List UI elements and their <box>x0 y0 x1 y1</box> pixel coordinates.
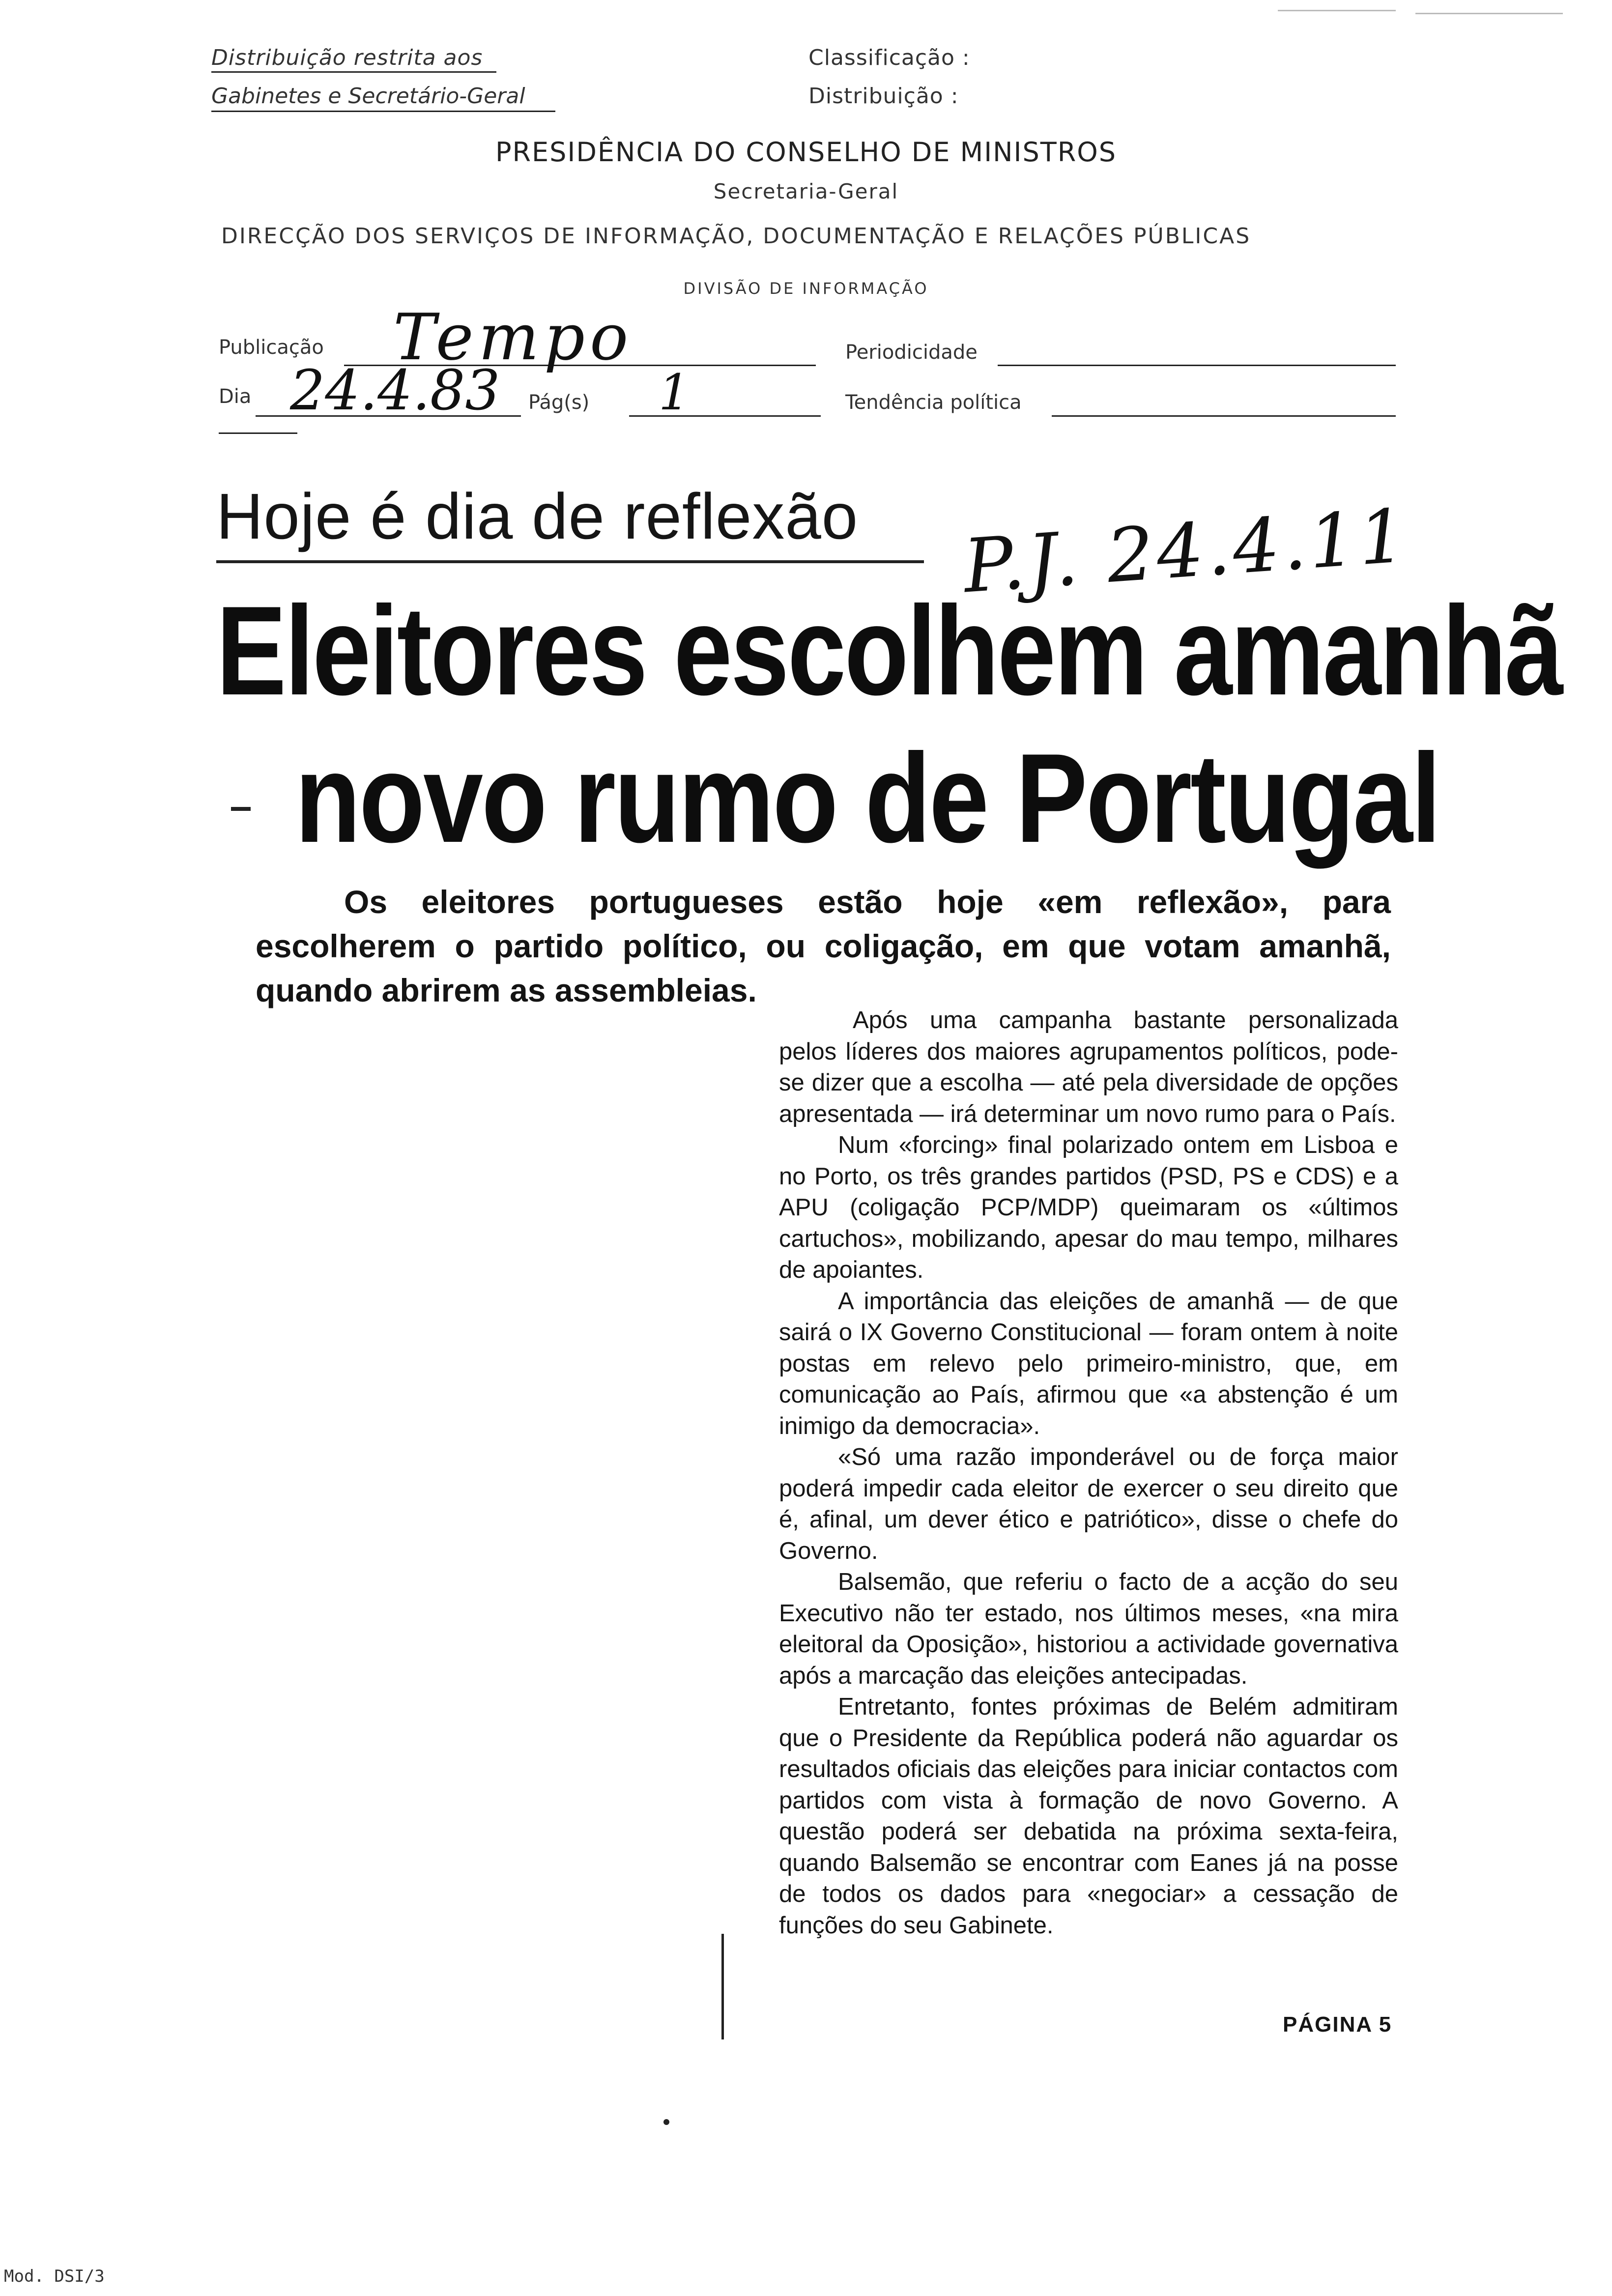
body-paragraph: Balsemão, que referiu o facto de a acção do seu Executivo não ter estado, nos últimos meses, «na mira eleitoral da Oposição», historiou a actividade governativa após a marcação das eleições antecipadas. <box>779 1569 1398 1689</box>
top-right-rule-1 <box>1278 10 1396 11</box>
lede-line-2: escolherem o partido político, ou coligação, em que votam amanhã, <box>256 928 1391 964</box>
page-reference: PÁGINA 5 <box>1283 2012 1392 2037</box>
publicacao-label: Publicação <box>219 336 324 359</box>
headline-line2: novo rumo de Portugal <box>295 727 1439 869</box>
body-paragraph: Entretanto, fontes próximas de Belém admitiram que o Presidente da República poderá não aguardar os resultados oficiais das eleições para iniciar contactos com partidos com vista à formação de novo Governo. A questão poderá ser debatida na próxima sexta-feira, quando Balsemão se encontrar com Eanes já na posse de todos os dados para «negociar» a cessação de funções do seu Gabinete. <box>779 1693 1398 1939</box>
distribution-note-underline1 <box>211 71 496 73</box>
header-title: PRESIDÊNCIA DO CONSELHO DE MINISTROS <box>495 137 1117 168</box>
body-paragraph: «Só uma razão imponderável ou de força maior poderá impedir cada eleitor de exercer o seu direito que é, afinal, um dever ético e patriótico», disse o chefe do Governo. <box>779 1444 1398 1564</box>
pags-label: Pág(s) <box>528 391 590 414</box>
top-right-rule-2 <box>1415 13 1563 14</box>
header-direction: DIRECÇÃO DOS SERVIÇOS DE INFORMAÇÃO, DOCUMENTAÇÃO E RELAÇÕES PÚBLICAS <box>221 224 1251 249</box>
body-paragraph: A importância das eleições de amanhã — de que sairá o IX Governo Constitucional — foram ontem à noite postas em relevo pelo primeiro-ministro, que, em comunicação ao País, afirmou que «a abstenção é um inimigo da democracia». <box>779 1288 1398 1439</box>
headline-line1: Eleitores escolhem amanhã <box>216 579 1562 721</box>
article-body <box>779 1005 1398 1941</box>
pags-line <box>629 415 821 417</box>
lede-line-1: Os eleitores portugueses estão hoje «em reflexão», para <box>344 884 1391 920</box>
classificacao-label: Classificação : <box>808 45 970 70</box>
distribuicao-label: Distribuição : <box>808 84 959 109</box>
tendencia-line <box>1052 415 1396 417</box>
kicker-underline <box>216 560 924 563</box>
periodicidade-line <box>998 365 1396 366</box>
periodicidade-label: Periodicidade <box>845 341 978 364</box>
dia-label: Dia <box>219 385 252 408</box>
distribution-note-underline2 <box>211 111 555 112</box>
header-subtitle: Secretaria-Geral <box>713 179 899 203</box>
form-code: Mod. DSI/3 <box>4 2267 105 2286</box>
margin-bar <box>721 1934 724 2039</box>
distribution-note-line1: Distribuição restrita aos <box>211 45 483 70</box>
stray-dot <box>663 2119 669 2125</box>
article-kicker: Hoje é dia de reflexão <box>216 480 859 552</box>
body-paragraph: Após uma campanha bastante personalizada pelos líderes dos maiores agrupamentos políticos, pode-se dizer que a escolha — até pela diversidade de opções apresentada — irá determinar um novo rumo para o País. <box>779 1007 1398 1127</box>
body-paragraph: Num «forcing» final polarizado ontem em Lisboa e no Porto, os três grandes partidos (PSD, PS e CDS) e a APU (coligação PCP/MDP) queimaram os «últimos cartuchos», mobilizando, apesar do mau tempo, milhares de apoiantes. <box>779 1132 1398 1283</box>
lede-line-3: quando abrirem as assembleias. <box>256 972 757 1008</box>
pags-handwritten-value: 1 <box>659 364 690 421</box>
distribution-note-line2: Gabinetes e Secretário-Geral <box>211 84 525 109</box>
article-lede <box>256 880 1391 1012</box>
tendencia-label: Tendência política <box>845 391 1022 414</box>
form-short-rule <box>219 432 297 434</box>
header-division: DIVISÃO DE INFORMAÇÃO <box>683 279 929 298</box>
headline-dash-mark <box>231 807 251 811</box>
handwritten-note: P.J. 24.4.11 <box>961 493 1411 610</box>
publicacao-handwritten-value: Tempo <box>393 300 633 374</box>
dia-handwritten-value: 24.4.83 <box>290 359 500 423</box>
